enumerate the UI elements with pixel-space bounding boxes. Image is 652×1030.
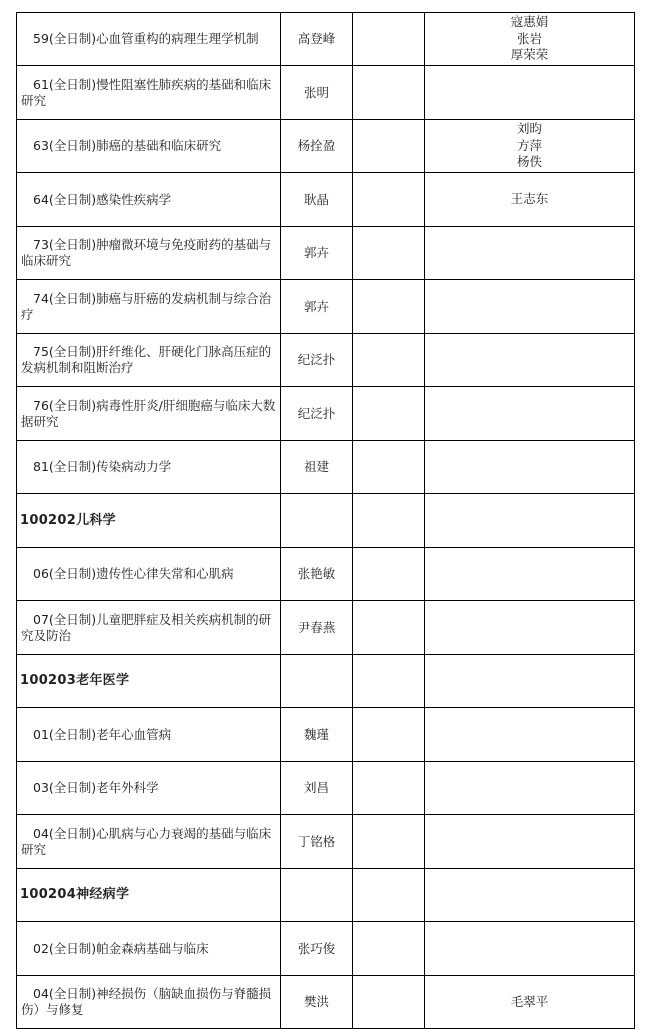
co-advisor-name: 张岩 [516,30,542,46]
empty-cell [281,869,353,922]
table-row [17,280,635,334]
co-advisor-name: 寇惠娟 [510,14,549,30]
table-row [17,227,635,280]
research-direction: 04(全日制)神经损伤（脑缺血损伤与脊髓损伤）与修复 [17,976,281,1029]
blank-column-cell [353,120,425,173]
research-direction: 03(全日制)老年外科学 [17,762,281,815]
research-direction: 74(全日制)肺癌与肝癌的发病机制与综合治疗 [17,280,281,334]
table-row [17,548,635,601]
empty-cell [281,655,353,708]
blank-column-cell [353,708,425,762]
blank-column-cell [353,815,425,869]
advisor-name: 高登峰 [281,13,353,66]
advisor-name: 刘昌 [281,762,353,815]
research-direction: 81(全日制)传染病动力学 [17,441,281,494]
research-direction: 73(全日制)肿瘤微环境与免疫耐药的基础与临床研究 [17,227,281,280]
research-direction: 06(全日制)遗传性心律失常和心肌病 [17,548,281,601]
research-direction: 07(全日制)儿童肥胖症及相关疾病机制的研究及防治 [17,601,281,655]
table-row [17,120,635,173]
empty-cell [353,869,425,922]
co-advisors-cell [425,66,635,120]
empty-cell [425,869,635,922]
empty-cell [281,494,353,548]
co-advisor-name: 杨佚 [516,154,542,170]
blank-column-cell [353,548,425,601]
blank-column-cell [353,66,425,120]
empty-cell [353,494,425,548]
co-advisor-name: 厚荣荣 [510,47,549,63]
blank-column-cell [353,441,425,494]
research-direction: 76(全日制)病毒性肝炎/肝细胞癌与临床大数据研究 [17,387,281,441]
table-row [17,601,635,655]
advisor-name: 郭卉 [281,280,353,334]
table-row [17,441,635,494]
research-direction: 04(全日制)心肌病与心力衰竭的基础与临床研究 [17,815,281,869]
table-row [17,387,635,441]
blank-column-cell [353,976,425,1029]
co-advisors-cell [425,441,635,494]
advisor-name: 郭卉 [281,227,353,280]
advisor-name: 张明 [281,66,353,120]
co-advisors-cell [425,120,635,173]
research-direction: 02(全日制)帕金森病基础与临床 [17,922,281,976]
research-direction: 61(全日制)慢性阻塞性肺疾病的基础和临床研究 [17,66,281,120]
table-row [17,976,635,1029]
advisor-name: 祖建 [281,441,353,494]
co-advisors-cell [425,387,635,441]
program-table-body [17,13,635,1029]
research-direction: 75(全日制)肝纤维化、肝硬化门脉高压症的发病机制和阻断治疗 [17,334,281,387]
table-row [17,66,635,120]
co-advisor-name: 王志东 [510,191,549,207]
co-advisors-cell [425,13,635,66]
empty-cell [425,655,635,708]
advisor-name: 张巧俊 [281,922,353,976]
program-table [16,12,635,1029]
blank-column-cell [353,334,425,387]
research-direction: 63(全日制)肺癌的基础和临床研究 [17,120,281,173]
table-row [17,708,635,762]
empty-cell [425,494,635,548]
co-advisors-cell [425,227,635,280]
advisor-name: 丁铭格 [281,815,353,869]
advisor-name: 纪泛扑 [281,334,353,387]
section-header-row [17,869,635,922]
advisor-name: 纪泛扑 [281,387,353,441]
table-row [17,762,635,815]
co-advisors-cell [425,762,635,815]
research-direction: 01(全日制)老年心血管病 [17,708,281,762]
co-advisors-cell [425,815,635,869]
blank-column-cell [353,387,425,441]
advisor-name: 樊洪 [281,976,353,1029]
co-advisors-cell [425,708,635,762]
research-direction: 64(全日制)感染性疾病学 [17,173,281,227]
section-header-row [17,494,635,548]
advisor-name: 魏瑾 [281,708,353,762]
co-advisors-cell [425,280,635,334]
advisor-name: 尹春燕 [281,601,353,655]
empty-cell [353,655,425,708]
blank-column-cell [353,601,425,655]
co-advisors-cell [425,334,635,387]
section-header-row [17,655,635,708]
section-title: 100202儿科学 [17,494,281,548]
table-row [17,815,635,869]
blank-column-cell [353,922,425,976]
co-advisors-cell [425,548,635,601]
table-row [17,173,635,227]
advisor-name: 张艳敏 [281,548,353,601]
co-advisor-name: 方萍 [516,137,542,153]
section-title: 100204神经病学 [17,869,281,922]
co-advisors-cell [425,173,635,227]
co-advisors-cell [425,976,635,1029]
co-advisor-name: 毛翠平 [510,993,549,1009]
table-row [17,13,635,66]
table-row [17,922,635,976]
research-direction: 59(全日制)心血管重构的病理生理学机制 [17,13,281,66]
co-advisor-name: 刘昀 [516,121,542,137]
blank-column-cell [353,762,425,815]
blank-column-cell [353,280,425,334]
co-advisors-cell [425,601,635,655]
blank-column-cell [353,227,425,280]
advisor-name: 杨拴盈 [281,120,353,173]
section-title: 100203老年医学 [17,655,281,708]
blank-column-cell [353,13,425,66]
table-row [17,334,635,387]
advisor-name: 耿晶 [281,173,353,227]
co-advisors-cell [425,922,635,976]
blank-column-cell [353,173,425,227]
